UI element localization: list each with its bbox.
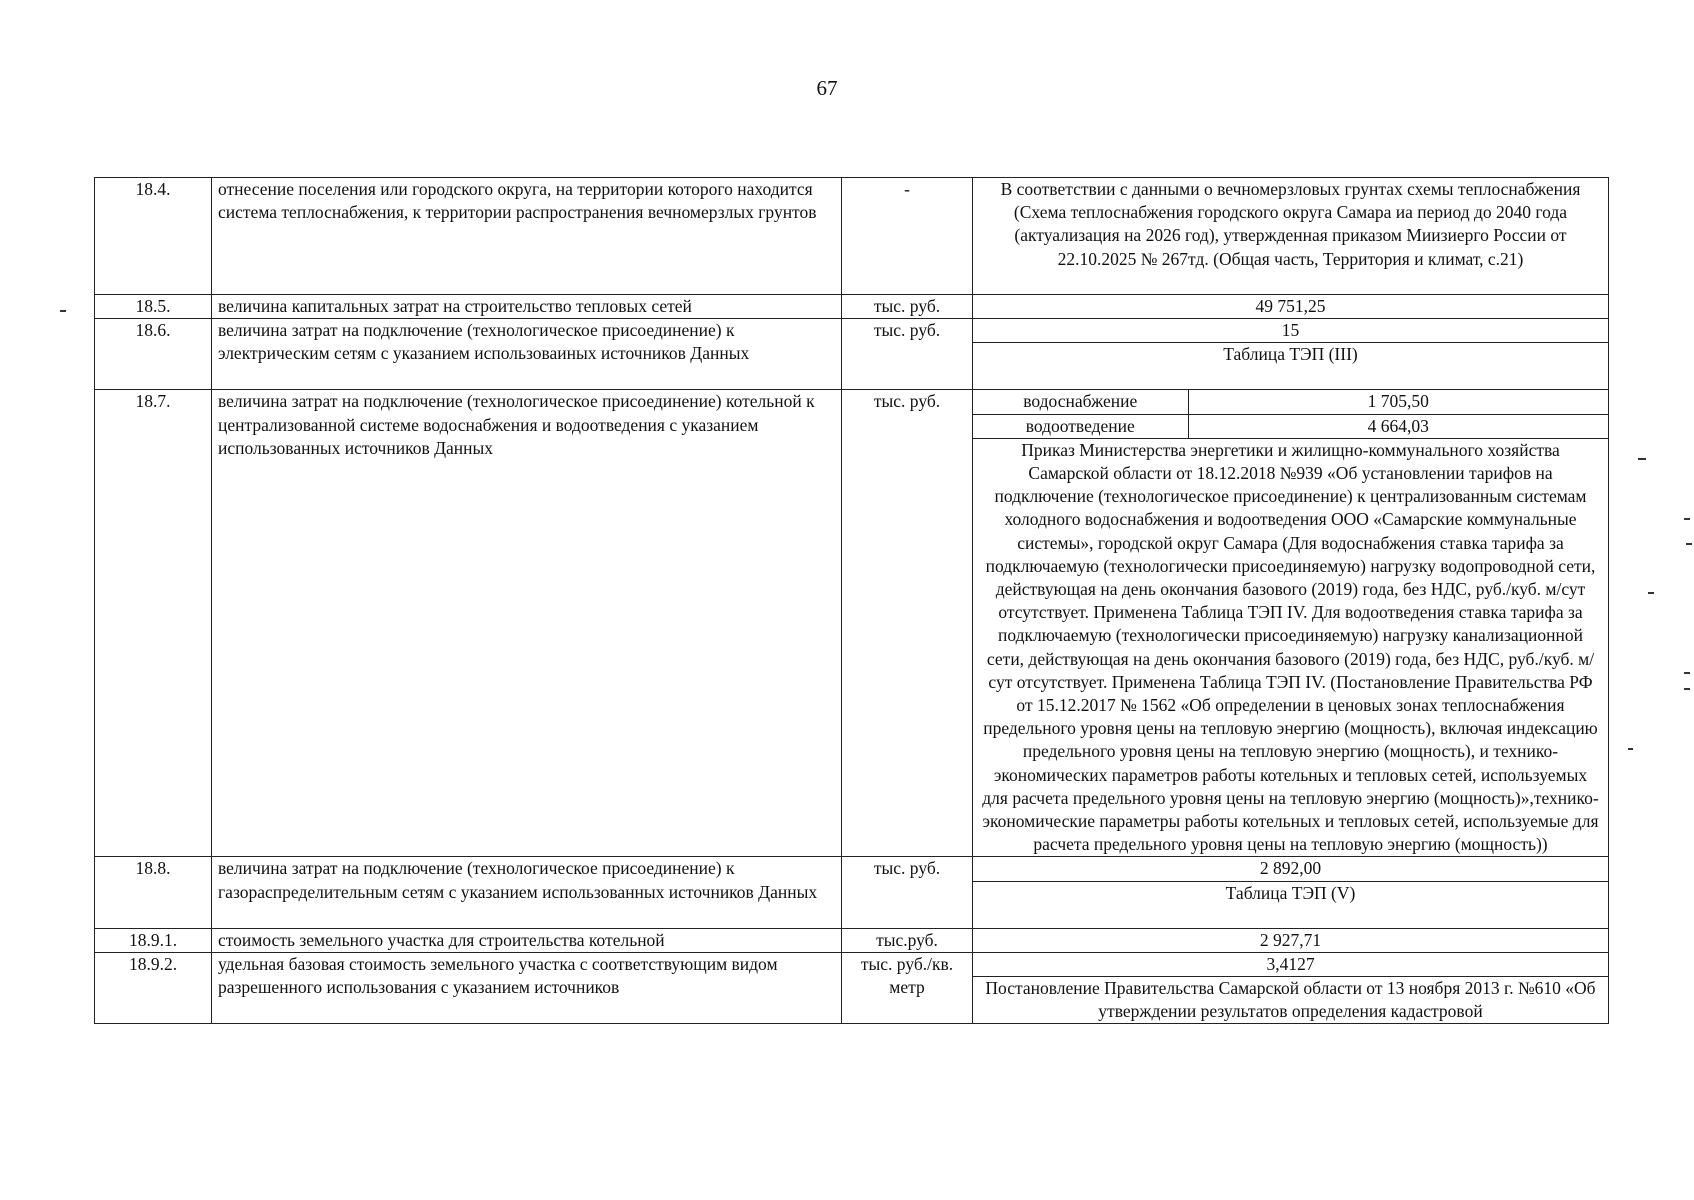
- row-number: 18.9.1.: [95, 928, 212, 952]
- row-unit: тыс.руб.: [842, 928, 973, 952]
- row-value: [973, 857, 1609, 928]
- drainage-value: 4 664,03: [1188, 414, 1608, 438]
- row-value: [973, 295, 1609, 319]
- row-description: величина затрат на подключение (технологическое присоединение) к газораспределительным сетям с указанием использованных источников Данных: [212, 857, 842, 928]
- row-number: 18.4.: [95, 178, 212, 295]
- table-row: [95, 390, 1609, 857]
- table-row: [95, 295, 1609, 319]
- row-value-text: 3,4127: [1266, 953, 1315, 974]
- row-description: величина затрат на подключение (технологическое присоединение) к электрическим сетям с указанием использоваиных источников Данных: [212, 319, 842, 390]
- row-unit: тыс. руб.: [842, 295, 973, 319]
- row-value: [973, 952, 1609, 1024]
- row-value-text: 2 892,00: [1259, 858, 1322, 879]
- row-unit: тыс. руб.: [842, 857, 973, 928]
- page-number: 67: [816, 76, 838, 100]
- row-source: Постановление Правительства Самарской области от 13 ноября 2013 г. №610 «Об утверждении результатов определения кадастровой: [973, 976, 1608, 1023]
- row-source: Таблица ТЭП (V): [973, 881, 1608, 928]
- table-row: [95, 319, 1609, 390]
- table-row: [95, 857, 1609, 928]
- table-row: [95, 928, 1609, 952]
- row-source: Приказ Министерства энергетики и жилищно-коммунального хозяйства Самарской области от 18.12.2018 №939 «Об установлении тарифов на подключение (технологическое присоединение) к централизованным системам холодного водоснабжения и водоотведения ООО «Самарские коммунальные системы», городской округ Самара (Для водоснабжения ставка тарифа за подключаемую (технологически присоединяемую) нагрузку водопроводной сети, действующая на день окончания базового (2019) года, без НДС, руб./куб. м/сут отсутствует. Применена Таблица ТЭП IV. Для водоотведения ставка тарифа за подключаемую (технологически присоединяемую) нагрузку канализационной сети, действующая на день окончания базового (2019) года, без НДС, руб./куб. м/сут отсутствует. Применена Таблица ТЭП IV. (Постановление Правительства РФ от 15.12.2017 № 1562 «Об определении в ценовых зонах теплоснабжения предельного уровня цены на тепловую энергию (мощность), включая индексацию предельного уровня цены на тепловую энергию (мощность), и технико-экономических параметров работы котельных и тепловых сетей, используемых для расчета предельного уровня цены на тепловую энергию (мощность)»,технико-экономические параметры работы котельных и тепловых сетей, используемые для расчета предельного уровня цены на тепловую энергию (мощность)): [982, 439, 1599, 855]
- row-unit: тыс. руб.: [842, 319, 973, 390]
- table-row: [95, 952, 1609, 1024]
- row-value-text: 15: [1281, 320, 1300, 341]
- row-description: удельная базовая стоимость земельного участка с соответствующим видом разрешенного использования с указанием источников: [212, 952, 842, 1024]
- water-supply-row: [973, 390, 1608, 414]
- drainage-row: [973, 414, 1608, 438]
- drainage-label: водоотведение: [973, 414, 1188, 438]
- row-number: 18.8.: [95, 857, 212, 928]
- water-supply-label: водоснабжение: [973, 390, 1188, 414]
- row-description: величина затрат на подключение (технологическое присоединение) котельной к централизованной системе водоснабжения и водоотведения с указанием использованных источников Данных: [212, 390, 842, 857]
- parameters-table: [94, 177, 1609, 1024]
- row-value: [973, 390, 1609, 857]
- table-row: [95, 178, 1609, 295]
- row-unit: тыс. руб./кв. метр: [842, 952, 973, 1024]
- water-supply-value: 1 705,50: [1188, 390, 1608, 414]
- row-value-text: В соответствии с данными о вечномерзловых грунтах схемы теплоснабжения (Схема теплоснабжения городского округа Самара иа период до 2040 года (актуализация на 2026 год), утвержденная приказом Миизиерго России от 22.10.2025 № 267тд. (Общая часть, Территория и климат, с.21): [1000, 179, 1581, 269]
- row-source: Таблица ТЭП (III): [973, 342, 1608, 389]
- row-value: [973, 928, 1609, 952]
- row-unit: тыс. руб.: [842, 390, 973, 857]
- row-number: 18.9.2.: [95, 952, 212, 1024]
- row-number: 18.7.: [95, 390, 212, 857]
- water-cost-table: [973, 390, 1608, 438]
- row-number: 18.6.: [95, 319, 212, 390]
- row-value-text: 2 927,71: [1259, 929, 1322, 950]
- row-description: стоимость земельного участка для строительства котельной: [212, 928, 842, 952]
- row-description: отнесение поселения или городского округа, на территории которого находится система теплоснабжения, к территории распространения вечномерзлых грунтов: [212, 178, 842, 295]
- row-description: величина капитальных затрат на строительство тепловых сетей: [212, 295, 842, 319]
- row-number: 18.5.: [95, 295, 212, 319]
- row-unit: -: [842, 178, 973, 295]
- row-value: [973, 178, 1609, 295]
- row-value: [973, 319, 1609, 390]
- row-value-text: 49 751,25: [1255, 296, 1326, 316]
